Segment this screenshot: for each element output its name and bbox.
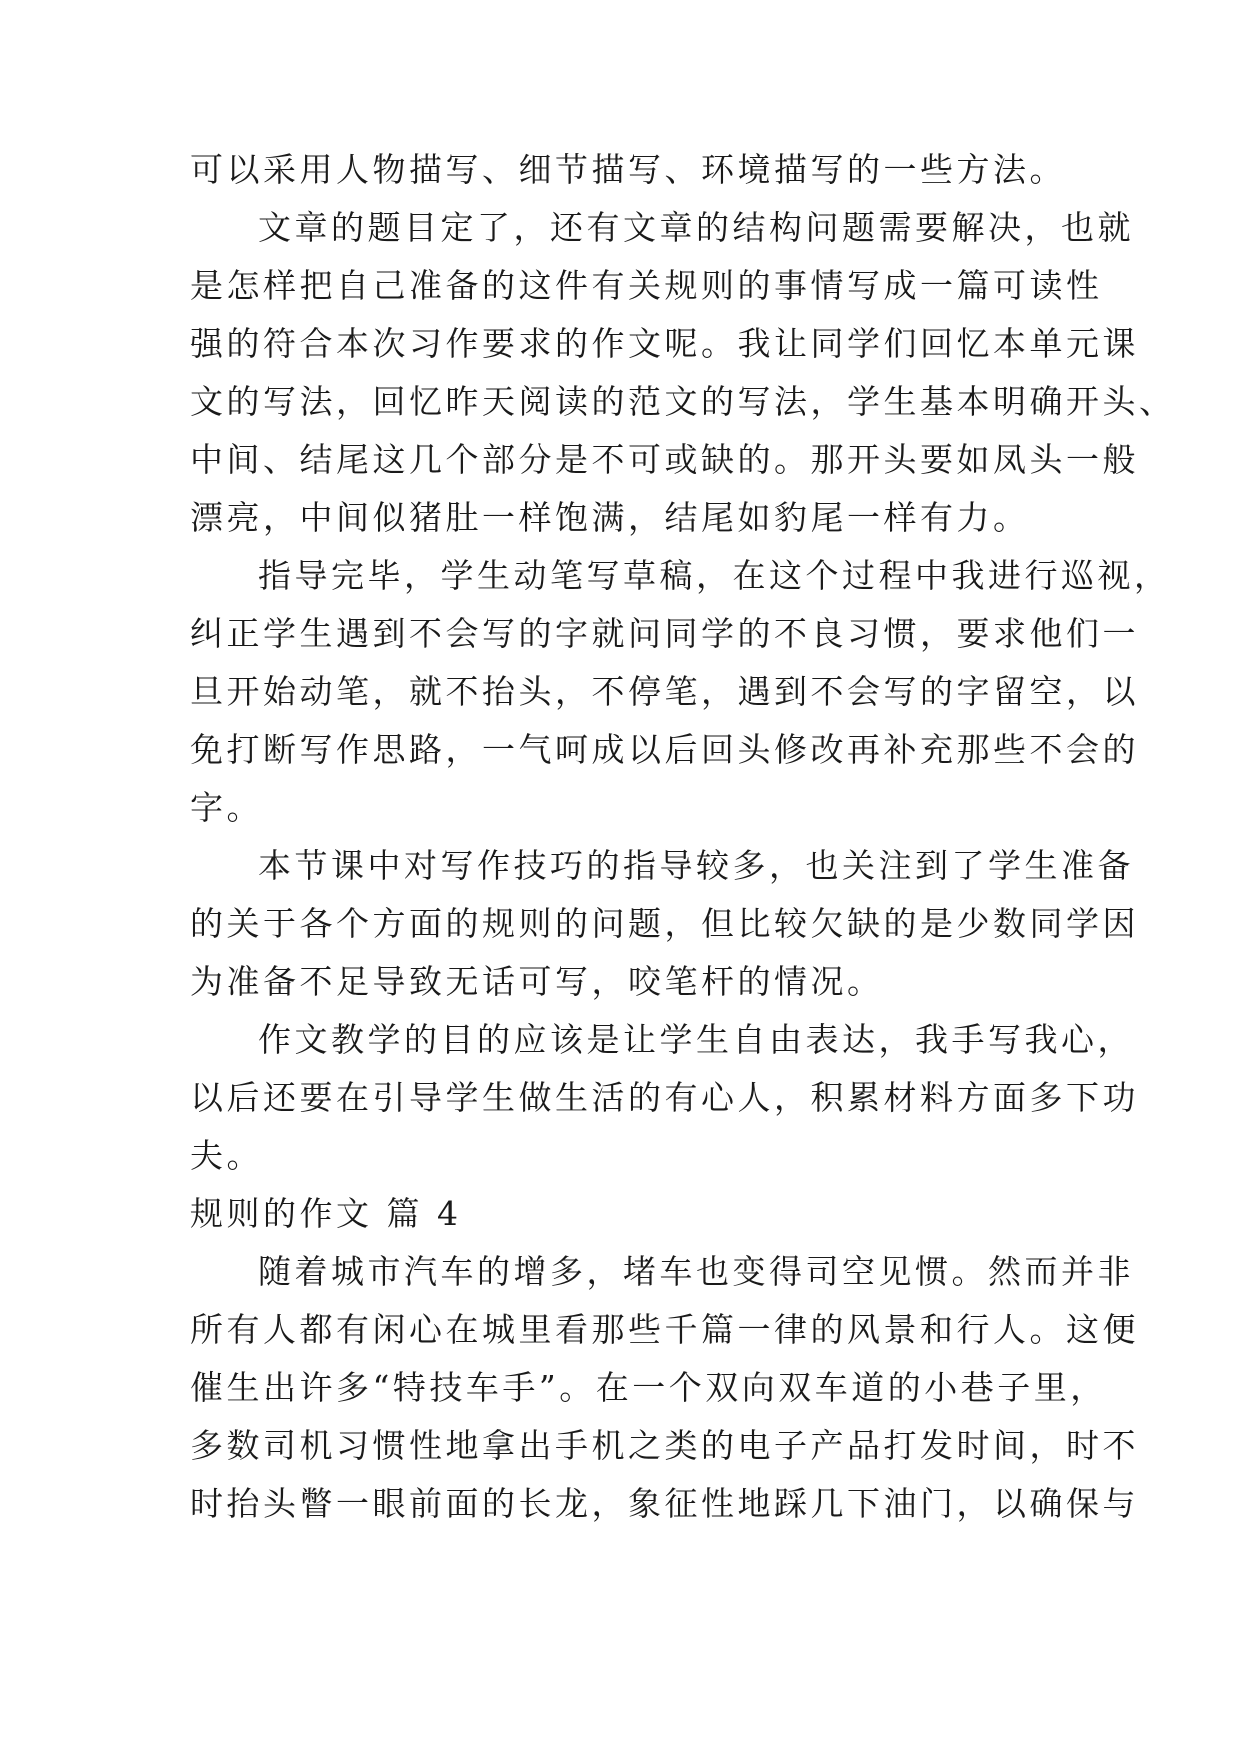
paragraph-line: 中间、结尾这几个部分是不可或缺的。那开头要如凤头一般 bbox=[190, 440, 1139, 479]
paragraph-line: 时抬头瞥一眼前面的长龙，象征性地踩几下油门，以确保与 bbox=[190, 1484, 1139, 1523]
paragraph-line: 文的写法，回忆昨天阅读的范文的写法，学生基本明确开头、 bbox=[190, 382, 1176, 421]
paragraph-line: 作文教学的目的应该是让学生自由表达，我手写我心， bbox=[258, 1020, 1134, 1059]
paragraph-line: 字。 bbox=[190, 788, 263, 827]
paragraph-line: 旦开始动笔，就不抬头，不停笔，遇到不会写的字留空，以 bbox=[190, 672, 1139, 711]
paragraph-line: 夫。 bbox=[190, 1136, 263, 1175]
paragraph-line: 强的符合本次习作要求的作文呢。我让同学们回忆本单元课 bbox=[190, 324, 1139, 363]
paragraph-line: 文章的题目定了，还有文章的结构问题需要解决，也就 bbox=[258, 208, 1134, 247]
paragraph-line: 纠正学生遇到不会写的字就问同学的不良习惯，要求他们一 bbox=[190, 614, 1139, 653]
paragraph-line: 本节课中对写作技巧的指导较多，也关注到了学生准备 bbox=[258, 846, 1134, 885]
paragraph-line: 免打断写作思路，一气呵成以后回头修改再补充那些不会的 bbox=[190, 730, 1139, 769]
paragraph-line: 的关于各个方面的规则的问题，但比较欠缺的是少数同学因 bbox=[190, 904, 1139, 943]
paragraph-line: 是怎样把自己准备的这件有关规则的事情写成一篇可读性 bbox=[190, 266, 1103, 305]
paragraph-line: 所有人都有闲心在城里看那些千篇一律的风景和行人。这便 bbox=[190, 1310, 1139, 1349]
paragraph-line: 以后还要在引导学生做生活的有心人，积累材料方面多下功 bbox=[190, 1078, 1139, 1117]
paragraph-line: 漂亮，中间似猪肚一样饱满，结尾如豹尾一样有力。 bbox=[190, 498, 1030, 537]
section-heading: 规则的作文 篇 4 bbox=[190, 1194, 462, 1233]
paragraph-line: 随着城市汽车的增多，堵车也变得司空见惯。然而并非 bbox=[258, 1252, 1134, 1291]
paragraph-line: 多数司机习惯性地拿出手机之类的电子产品打发时间，时不 bbox=[190, 1426, 1139, 1465]
paragraph-line: 指导完毕，学生动笔写草稿，在这个过程中我进行巡视， bbox=[258, 556, 1171, 595]
paragraph-line: 催生出许多“特技车手”。在一个双向双车道的小巷子里， bbox=[190, 1368, 1107, 1407]
paragraph-line: 可以采用人物描写、细节描写、环境描写的一些方法。 bbox=[190, 150, 1066, 189]
paragraph-line: 为准备不足导致无话可写，咬笔杆的情况。 bbox=[190, 962, 884, 1001]
